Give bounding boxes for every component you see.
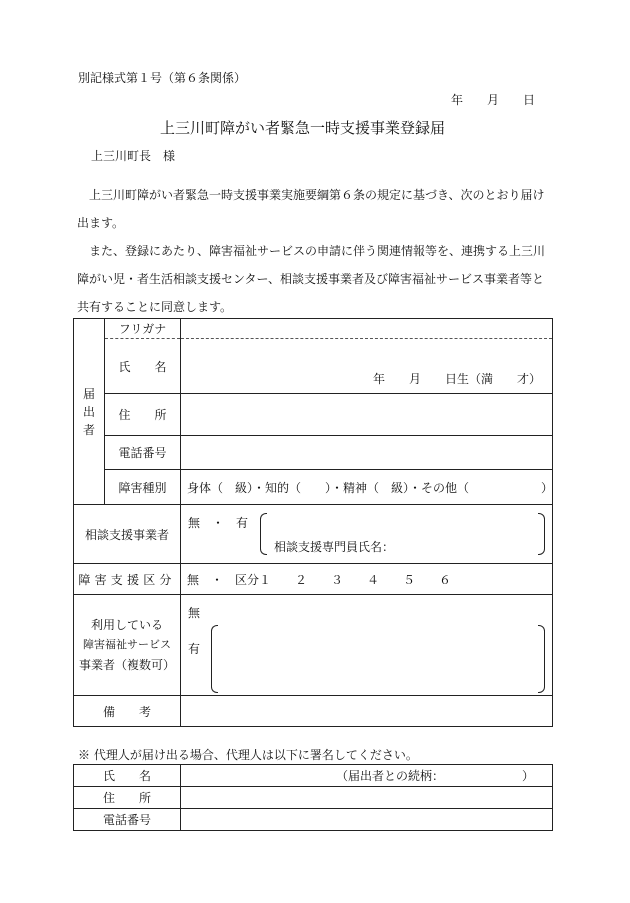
date-field: 年 月 日 bbox=[451, 93, 536, 107]
intro-text bbox=[77, 181, 555, 321]
phone-label: 電話番号 bbox=[105, 436, 181, 470]
service-label-line1: 利用している bbox=[90, 618, 163, 632]
addressee: 上三川町長 様 bbox=[91, 149, 176, 163]
proxy-relation: （届出者との続柄： ） bbox=[335, 769, 534, 783]
name-label: 氏 名 bbox=[105, 339, 181, 394]
proxy-table bbox=[73, 764, 553, 831]
proxy-phone-label: 電話番号 bbox=[74, 809, 181, 831]
service-none: 無 bbox=[188, 606, 201, 620]
service-yes: 有 bbox=[188, 642, 201, 656]
consult-staff-label: 相談支援専門員氏名： bbox=[274, 540, 395, 554]
address-label: 住 所 bbox=[105, 394, 181, 436]
bracket-right bbox=[538, 513, 545, 555]
support-class-label: 障害支援区分 bbox=[74, 564, 181, 595]
furigana-label: フリガナ bbox=[105, 319, 181, 339]
phone-field[interactable] bbox=[181, 436, 553, 470]
proxy-name-field[interactable] bbox=[181, 765, 553, 787]
registration-table bbox=[73, 318, 553, 727]
remarks-field[interactable] bbox=[181, 696, 553, 727]
service-label-line2: 障害福祉サービス bbox=[83, 638, 171, 651]
consult-options: 無 ・ 有 bbox=[188, 516, 249, 530]
birthdate-field: 年 月 日生（満 才） bbox=[372, 372, 541, 386]
paragraph-2: また、登録にあたり、障害福祉サービスの申請に伴う関連情報等を、連携する上三川障がい児・者生活相談支援センター、相談支援事業者及び障害福祉サービス事業者等と共有することに同意します。 bbox=[77, 244, 546, 314]
name-field[interactable] bbox=[181, 339, 553, 394]
applicant-group-label: 届出者 bbox=[74, 319, 105, 505]
consult-field[interactable] bbox=[181, 505, 553, 564]
furigana-field[interactable] bbox=[181, 319, 553, 339]
disability-type-field[interactable]: 身体（ 級）・知的（ ）・精神（ 級）・その他（ ） bbox=[181, 470, 553, 505]
form-number: 別記様式第１号（第６条関係） bbox=[78, 71, 247, 85]
address-field[interactable] bbox=[181, 394, 553, 436]
proxy-note: ※ 代理人が届け出る場合、代理人は以下に署名してください。 bbox=[78, 748, 418, 762]
bracket-left bbox=[260, 513, 267, 555]
proxy-phone-field[interactable] bbox=[181, 809, 553, 831]
paragraph-1: 上三川町障がい者緊急一時支援事業実施要綱第６条の規定に基づき、次のとおり届け出ます。 bbox=[77, 188, 545, 230]
bracket-left bbox=[211, 625, 218, 693]
proxy-address-field[interactable] bbox=[181, 787, 553, 809]
service-label bbox=[74, 595, 181, 696]
consult-label: 相談支援事業者 bbox=[74, 505, 181, 564]
support-class-field[interactable]: 無 ・ 区分１ ２ ３ ４ ５ ６ bbox=[181, 564, 553, 595]
remarks-label: 備 考 bbox=[74, 696, 181, 727]
service-label-line3: 事業者（複数可） bbox=[78, 658, 175, 672]
proxy-address-label: 住 所 bbox=[74, 787, 181, 809]
disability-type-label: 障害種別 bbox=[105, 470, 181, 505]
bracket-right bbox=[538, 625, 545, 693]
page-title: 上三川町障がい者緊急一時支援事業登録届 bbox=[160, 119, 446, 137]
service-field[interactable] bbox=[181, 595, 553, 696]
proxy-name-label: 氏 名 bbox=[74, 765, 181, 787]
